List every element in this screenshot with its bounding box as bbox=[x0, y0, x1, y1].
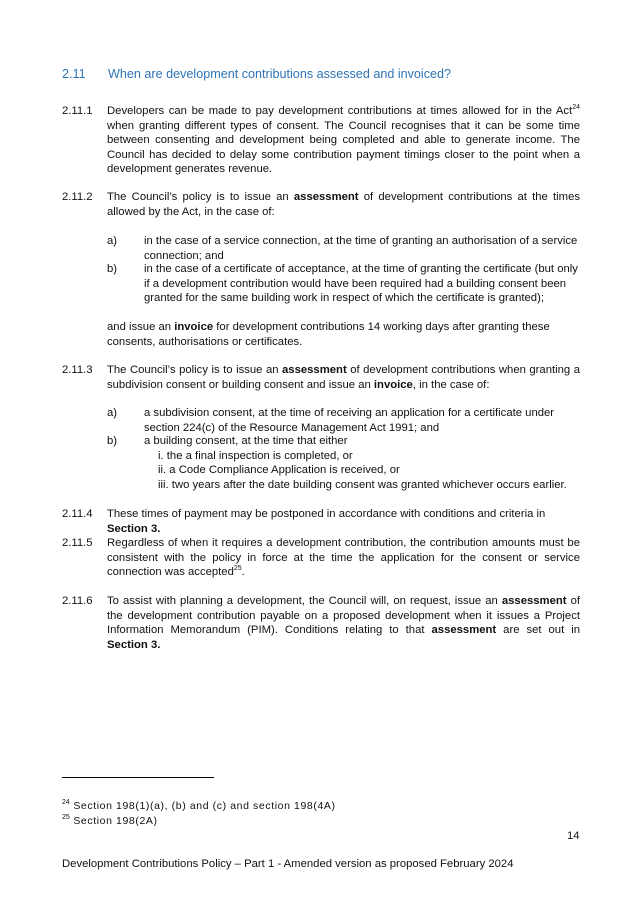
list-item bbox=[107, 406, 580, 435]
text-run: of development contributions when granting a subdivision consent or building consent and issue an bbox=[107, 364, 580, 391]
paragraph-number: 2.11.1 bbox=[62, 105, 93, 117]
footnote-text: Section 198(2A) bbox=[69, 815, 158, 827]
paragraph-text bbox=[107, 507, 580, 536]
paragraph-number: 2.11.4 bbox=[62, 508, 93, 520]
footnote-text: Section 198(1)(a), (b) and (c) and section 198(4A) bbox=[69, 800, 336, 812]
paragraph-continuation bbox=[107, 320, 580, 349]
paragraph-number: 2.11.6 bbox=[62, 595, 93, 607]
page-number: 14 bbox=[567, 830, 580, 842]
bold-term: assessment bbox=[501, 595, 567, 607]
roman-list-item: ii. a Code Compliance Application is received, or bbox=[158, 464, 400, 476]
text-run: of the development contribution payable on a proposed development when it issues a Project Information Memorandum (PIM). Conditions relating to that bbox=[107, 595, 580, 637]
paragraph-text bbox=[107, 363, 580, 392]
text-run: The Council’s policy is to issue an bbox=[107, 364, 283, 376]
list-item bbox=[107, 262, 580, 306]
section-title: When are development contributions assessed and invoiced? bbox=[108, 67, 452, 81]
bold-term: invoice bbox=[174, 321, 214, 333]
paragraph-2-11-5 bbox=[62, 536, 580, 580]
footnote-marker: 25 bbox=[62, 814, 70, 821]
paragraph-text bbox=[107, 536, 580, 580]
list-text: in the case of a certificate of acceptance, at the time of granting the certificate (but only if a development contribution would have been required had a building consent been granted for the same building work in respect of which the certificate is granted); bbox=[144, 263, 578, 305]
paragraph-number: 2.11.2 bbox=[62, 191, 93, 203]
bold-term: invoice bbox=[373, 378, 413, 391]
paragraph-2-11-2 bbox=[62, 190, 580, 219]
footnote-ref-25[interactable]: 25 bbox=[233, 565, 242, 573]
roman-list-item: i. the a final inspection is completed, or bbox=[158, 450, 353, 462]
paragraph-2-11-4 bbox=[62, 507, 580, 536]
section-heading bbox=[62, 67, 451, 82]
text-run: for development contributions 14 working days after granting these consents, authorisations or certificates. bbox=[107, 321, 550, 348]
text-run: Developers can be made to pay development contributions at times allowed for in the Act bbox=[107, 105, 573, 117]
list-item bbox=[107, 434, 580, 449]
list-label: a) bbox=[107, 407, 118, 419]
paragraph-2-11-3 bbox=[62, 363, 580, 392]
paragraph-text bbox=[107, 594, 580, 652]
text-run: . bbox=[241, 566, 245, 579]
bold-term: assessment bbox=[282, 364, 347, 376]
text-run: are set out in bbox=[496, 624, 580, 637]
list-text: in the case of a service connection, at the time of granting an authorisation of a service connection; and bbox=[144, 235, 578, 262]
bold-term: Section 3. bbox=[107, 638, 161, 651]
bold-term: Section 3. bbox=[107, 522, 161, 535]
text-run: , in the case of: bbox=[412, 378, 490, 391]
paragraph-text bbox=[107, 104, 580, 177]
paragraph-number: 2.11.5 bbox=[62, 537, 93, 549]
list-label: a) bbox=[107, 235, 118, 247]
paragraph-2-11-6 bbox=[62, 594, 580, 652]
paragraph-2-11-1 bbox=[62, 104, 580, 177]
roman-list-item: iii. two years after the date building consent was granted whichever occurs earlier. bbox=[158, 479, 567, 491]
list-label: b) bbox=[107, 435, 118, 447]
section-number: 2.11 bbox=[62, 67, 86, 81]
text-run: when granting different types of consent. The Council recognises that it can be some time between consenting and development being completed and able to generate income. The Council has decided to delay some contribution payment timings closer to the point when a development generates revenue. bbox=[107, 119, 580, 176]
footnote-separator bbox=[62, 777, 214, 778]
text-run: of development contributions at the times allowed by the Act, in the case of: bbox=[107, 191, 581, 218]
list-item bbox=[107, 234, 580, 263]
footnote-ref-24[interactable]: 24 bbox=[572, 104, 580, 111]
paragraph-number: 2.11.3 bbox=[62, 364, 93, 376]
bold-term: assessment bbox=[293, 191, 359, 203]
text-run: Regardless of when it requires a development contribution, the contribution amounts must be consistent with the policy in force at the time the application for the consent or service connection was accepted bbox=[107, 537, 580, 579]
footnote-marker: 24 bbox=[62, 799, 70, 806]
list-text: a building consent, at the time that either bbox=[144, 435, 348, 447]
text-run: These times of payment may be postponed in accordance with conditions and criteria in bbox=[107, 508, 546, 520]
text-run: The Council’s policy is to issue an bbox=[107, 191, 294, 203]
bold-term: assessment bbox=[431, 624, 497, 637]
footnote-25 bbox=[62, 814, 158, 829]
text-run: and issue an bbox=[107, 321, 175, 333]
list-text: a subdivision consent, at the time of receiving an application for a certificate under section 224(c) of the Resource Management Act 1991; and bbox=[144, 407, 555, 434]
paragraph-text bbox=[107, 190, 580, 219]
text-run: To assist with planning a development, the Council will, on request, issue an bbox=[107, 595, 502, 607]
list-label: b) bbox=[107, 263, 118, 275]
page-footer: Development Contributions Policy – Part 1 - Amended version as proposed February 2024 bbox=[62, 858, 514, 870]
footnote-24 bbox=[62, 799, 336, 814]
